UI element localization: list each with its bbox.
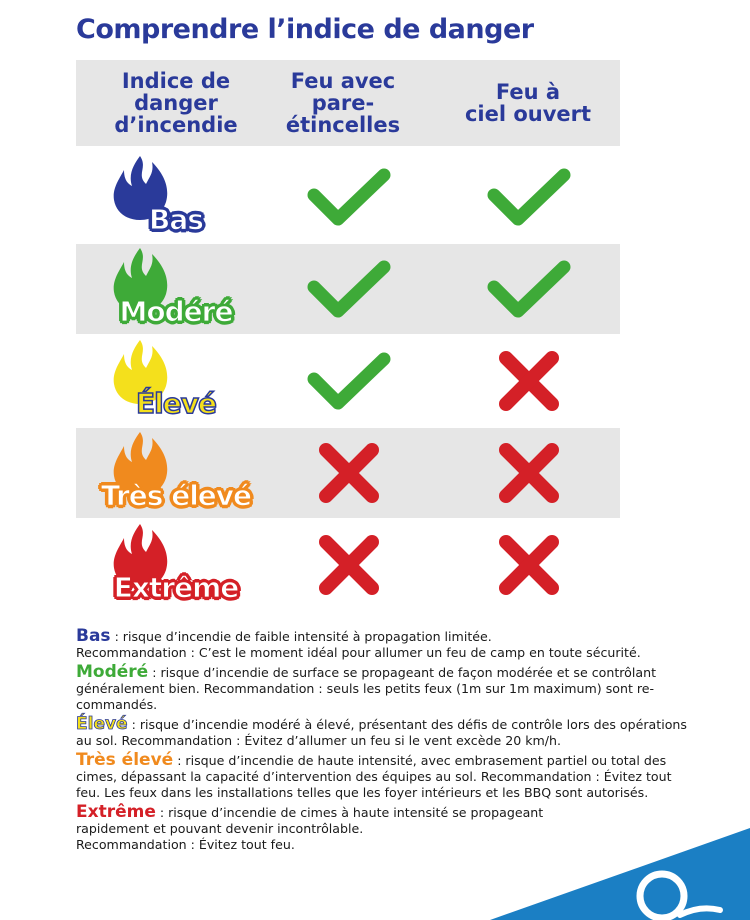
level-name: Bas [149,203,203,236]
definition-text: : risque d’incendie de haute intensité, avec embrasement partiel ou total des cimes, dépassant la capacité d’intervention des équipes au sol. Recommandation : Évitez tout feu. Les feux dans les installations telles que les foyer intérieurs et les BBQ sont autorisés. [76,753,672,800]
header-danger-index: Indice de danger d’incendie [114,69,238,137]
definition-text: : risque d’incendie de faible intensité à propagation limitée. Recommandation : C’est le moment idéal pour allumer un feu de camp en toute sécurité. [76,629,641,660]
header-open-fire: Feu à ciel ouvert [464,80,592,126]
definition-level: Très élevé [76,750,174,770]
level-name: Très élevé [100,479,252,512]
spark-arrestor-status [284,428,414,518]
table-row [76,152,620,242]
level-cell [76,520,276,610]
check-icon [306,259,392,319]
level-cell [76,152,276,242]
definition-text: : risque d’incendie modéré à élevé, présentant des défis de contrôle lors des opérations au sol. Recommandation : Évitez d’allumer un feu si le vent excède 20 km/h. [76,717,687,748]
cross-icon [496,532,562,598]
definition-level: Bas [76,626,111,646]
open-fire-status [464,520,594,610]
open-fire-status [464,152,594,242]
definition-item [76,664,696,713]
open-fire-status [464,428,594,518]
cross-icon [496,440,562,506]
definition-item [76,628,696,661]
table-row [76,520,620,610]
check-icon [306,351,392,411]
table-row [76,244,620,334]
level-cell [76,244,276,334]
open-fire-status [464,336,594,426]
definition-item [76,752,696,801]
definition-text: : risque d’incendie de cimes à haute intensité se propageant rapidement et pouvant devenir incontrôlable. Recommandation : Évitez tout feu. [76,805,544,852]
definition-item [76,716,696,749]
table-header [76,60,620,146]
cross-icon [316,440,382,506]
spark-arrestor-status [284,244,414,334]
level-name: Élevé [136,387,216,420]
check-icon [486,259,572,319]
header-spark-arrestor: Feu avec pare- étincelles [285,69,401,137]
cross-icon [496,348,562,414]
spark-arrestor-status [284,152,414,242]
definition-level: Élevé [76,714,128,734]
level-cell [76,428,276,518]
definition-text: : risque d’incendie de surface se propageant de façon modérée et se contrôlant généralement bien. Recommandation : seuls les petits feux (1m sur 1m maximum) sont re-commandés. [76,665,657,712]
check-icon [486,167,572,227]
table-row [76,428,620,518]
level-name: Extrême [113,571,239,604]
check-icon [306,167,392,227]
corner-logo [490,810,750,920]
level-name: Modéré [119,295,233,328]
level-cell [76,336,276,426]
cross-icon [316,532,382,598]
spark-arrestor-status [284,336,414,426]
table-row [76,336,620,426]
spark-arrestor-status [284,520,414,610]
open-fire-status [464,244,594,334]
definition-level: Extrême [76,802,156,822]
definition-level: Modéré [76,662,149,682]
page-title: Comprendre l’indice de danger [76,14,534,45]
